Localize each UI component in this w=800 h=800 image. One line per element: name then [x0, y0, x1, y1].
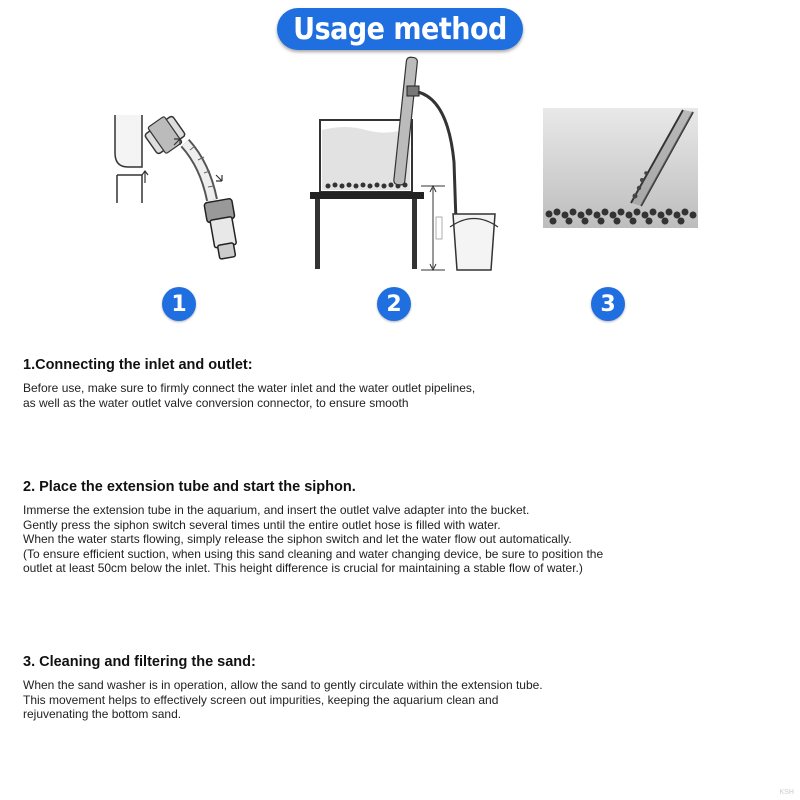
text-line: Before use, make sure to firmly connect the water inlet and the water outlet pipelines, [23, 381, 476, 395]
section-text [23, 381, 743, 410]
text-line: (To ensure efficient suction, when using this sand cleaning and water changing device, be sure to position the [23, 546, 604, 561]
text-line: rejuvenating the bottom sand. [23, 707, 182, 721]
section-text [23, 678, 743, 722]
section-heading: 2. Place the extension tube and start the siphon. [23, 479, 356, 495]
text-line: as well as the water outlet valve conversion connector, to ensure smooth [23, 395, 409, 410]
page-title: Usage method [293, 11, 507, 47]
step-2-badge: 2 [377, 287, 411, 321]
section-siphon [23, 479, 743, 576]
step-3-badge: 3 [591, 287, 625, 321]
text-line: When the water starts flowing, simply release the siphon switch and let the water flow out automatically. [23, 532, 572, 546]
text-line: Immerse the extension tube in the aquarium, and insert the outlet valve adapter into the bucket. [23, 503, 530, 517]
step-1-badge: 1 [162, 287, 196, 321]
sand-cleaning-icon [543, 108, 698, 228]
watermark: KSH [779, 789, 794, 796]
aquarium-siphon-icon [300, 52, 510, 277]
section-connecting [23, 357, 743, 410]
section-heading: 3. Cleaning and filtering the sand: [23, 654, 256, 670]
hose-connector-icon [100, 105, 270, 275]
section-text [23, 503, 743, 576]
page-title-pill [277, 8, 523, 50]
text-line: This movement helps to effectively screen out impurities, keeping the aquarium clean and [23, 692, 499, 707]
section-heading: 1.Connecting the inlet and outlet: [23, 357, 253, 373]
section-cleaning [23, 654, 743, 722]
text-line: Gently press the siphon switch several times until the entire outlet hose is filled with water. [23, 517, 501, 532]
text-line: When the sand washer is in operation, allow the sand to gently circulate within the extension tube. [23, 678, 543, 692]
text-line: outlet at least 50cm below the inlet. This height difference is crucial for maintaining a stable flow of water.) [23, 561, 583, 575]
